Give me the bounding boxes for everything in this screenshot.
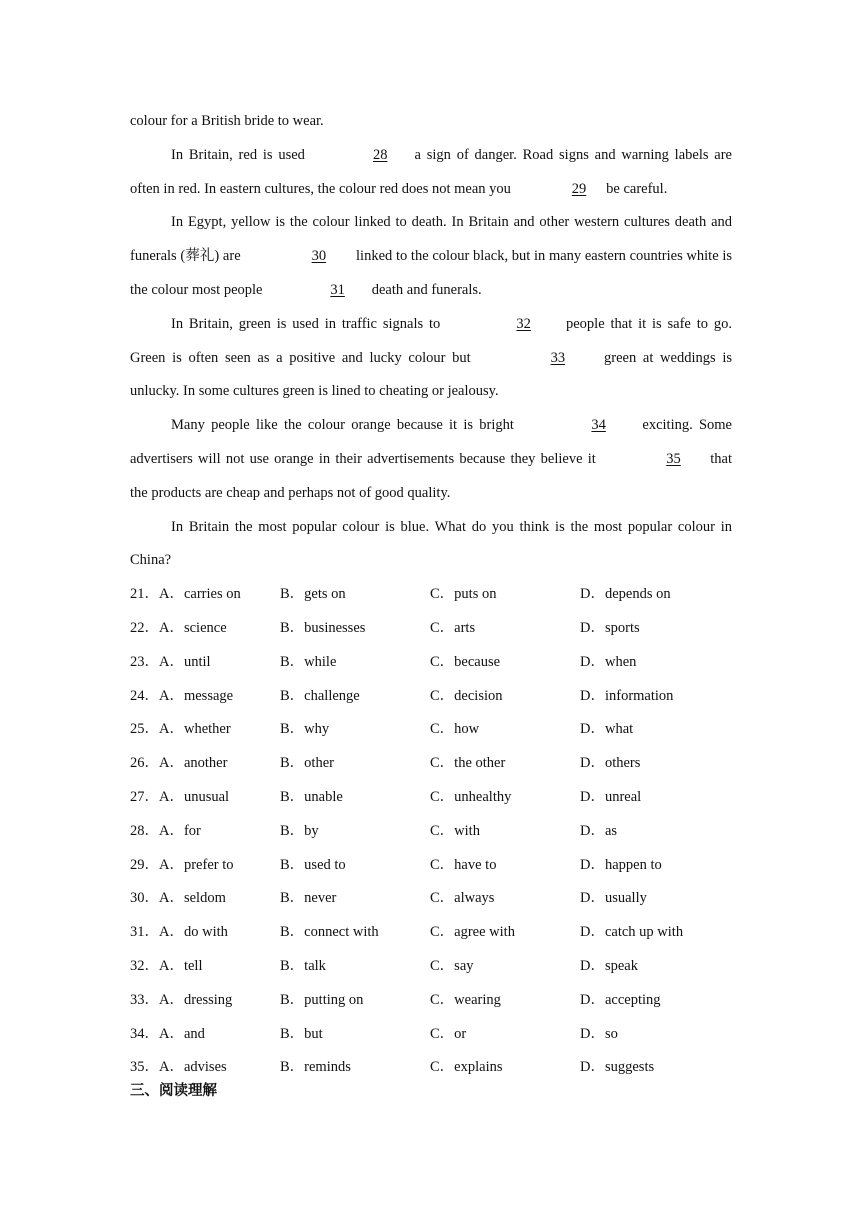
answer-option <box>430 747 580 781</box>
answer-blank: 33 <box>550 349 566 366</box>
answer-option <box>430 882 580 916</box>
option-text: C．with <box>430 822 480 839</box>
answer-option <box>280 950 430 984</box>
question-row <box>130 578 732 612</box>
option-text: A．unusual <box>159 788 230 805</box>
answer-option <box>580 646 730 680</box>
option-text: D．usually <box>580 890 647 907</box>
question-number: 32． <box>130 957 159 974</box>
option-text: D．suggests <box>580 1059 655 1076</box>
answer-option <box>580 1018 730 1052</box>
option-text: D．speak <box>580 957 638 974</box>
option-text: D．accepting <box>580 991 661 1008</box>
option-text: D．depends on <box>580 586 671 603</box>
answer-option <box>130 849 280 883</box>
passage-text: linked to the colour black, but in many eastern countries white is the colour most people <box>130 248 733 298</box>
question-number: 34． <box>130 1025 159 1042</box>
answer-option <box>430 950 580 984</box>
question-number: 35． <box>130 1059 159 1076</box>
option-text: D．when <box>580 653 637 670</box>
question-number: 29． <box>130 856 159 873</box>
question-row <box>130 950 732 984</box>
passage-text: green at weddings is unlucky. In some cultures green is lined to cheating or jealousy. <box>130 349 732 400</box>
option-text: B．talk <box>280 957 326 974</box>
option-text: B．businesses <box>280 619 366 636</box>
answer-blank: 29 <box>571 180 587 197</box>
answer-option <box>580 950 730 984</box>
question-row <box>130 680 732 714</box>
option-text: D．others <box>580 755 641 772</box>
option-text: A．for <box>159 822 201 839</box>
question-number: 25． <box>130 721 159 738</box>
question-row <box>130 781 732 815</box>
option-text: C．agree with <box>430 924 515 941</box>
answer-option <box>130 646 280 680</box>
question-row <box>130 984 732 1018</box>
answer-option <box>580 680 730 714</box>
option-text: B．while <box>280 653 337 670</box>
question-number: 26． <box>130 755 159 772</box>
question-row <box>130 916 732 950</box>
answer-option <box>130 781 280 815</box>
passage-text: In Britain, green is used in traffic signals to <box>171 315 447 332</box>
answer-blank: 32 <box>516 315 531 332</box>
answer-option <box>430 815 580 849</box>
option-text: C．always <box>430 890 495 907</box>
question-row <box>130 882 732 916</box>
passage-text: Many people like the colour orange because it is bright <box>171 417 521 434</box>
option-text: A．message <box>159 687 234 704</box>
answer-option <box>280 612 430 646</box>
passage-paragraph <box>130 105 732 139</box>
answer-option <box>580 781 730 815</box>
answer-option <box>430 849 580 883</box>
answer-option <box>580 612 730 646</box>
option-text: A．seldom <box>159 890 226 907</box>
option-text: B．unable <box>280 788 343 805</box>
question-number: 30． <box>130 890 159 907</box>
answer-option <box>580 984 730 1018</box>
option-text: D．what <box>580 721 634 738</box>
option-text: A．prefer to <box>159 856 234 873</box>
passage-paragraph <box>130 308 732 409</box>
document-page <box>130 105 732 1103</box>
passage-text: people that it is safe to go. Green is often seen as a positive and lucky colour but <box>130 315 732 366</box>
answer-blank: 28 <box>372 146 388 163</box>
question-row <box>130 1018 732 1052</box>
answer-option <box>580 578 730 612</box>
passage-paragraph <box>130 206 732 307</box>
option-text: A．dressing <box>159 991 233 1008</box>
answer-option <box>280 849 430 883</box>
option-text: C．explains <box>430 1059 503 1076</box>
option-text: C．have to <box>430 856 497 873</box>
answer-option <box>430 1051 580 1085</box>
option-text: D．so <box>580 1025 618 1042</box>
option-text: A．another <box>159 755 228 772</box>
option-text: A．and <box>159 1025 205 1042</box>
option-text: D．catch up with <box>580 924 684 941</box>
answer-option <box>430 984 580 1018</box>
question-row <box>130 1051 732 1085</box>
question-number: 33． <box>130 991 159 1008</box>
question-row <box>130 713 732 747</box>
option-text: A．whether <box>159 721 231 738</box>
answer-option <box>430 578 580 612</box>
option-text: A．tell <box>159 957 203 974</box>
section-heading: 三、阅读理解 <box>130 1083 217 1100</box>
answer-option <box>280 680 430 714</box>
option-text: C．wearing <box>430 991 501 1008</box>
passage-paragraph <box>130 409 732 510</box>
answer-option <box>130 612 280 646</box>
option-text: B．other <box>280 755 334 772</box>
answer-option <box>430 1018 580 1052</box>
answer-option <box>130 713 280 747</box>
option-text: C．unhealthy <box>430 788 512 805</box>
answer-option <box>580 815 730 849</box>
answer-option <box>280 882 430 916</box>
question-number: 28． <box>130 822 159 839</box>
answer-option <box>580 1051 730 1085</box>
passage-text: that the products are cheap and perhaps not of good quality. <box>130 450 733 501</box>
answer-blank: 30 <box>311 248 327 265</box>
answer-option <box>130 916 280 950</box>
question-row <box>130 612 732 646</box>
option-text: B．why <box>280 721 330 738</box>
question-number: 23． <box>130 653 159 670</box>
answer-blank: 34 <box>591 417 606 434</box>
answer-option <box>280 747 430 781</box>
passage-text: In Britain the most popular colour is blue. What do you think is the most popular colour in China? <box>130 518 732 569</box>
passage-paragraph <box>130 511 732 579</box>
answer-option <box>280 815 430 849</box>
answer-option <box>430 781 580 815</box>
question-number: 21． <box>130 586 159 603</box>
option-text: C．the other <box>430 755 506 772</box>
option-text: B．used to <box>280 856 346 873</box>
answer-option <box>430 612 580 646</box>
answer-blank: 35 <box>666 450 681 467</box>
answer-option <box>280 578 430 612</box>
question-list <box>130 578 732 1085</box>
answer-option <box>130 815 280 849</box>
option-text: B．never <box>280 890 337 907</box>
answer-option <box>130 578 280 612</box>
answer-option <box>280 1018 430 1052</box>
question-row <box>130 747 732 781</box>
question-number: 27． <box>130 788 159 805</box>
answer-option <box>130 882 280 916</box>
option-text: C．say <box>430 957 474 974</box>
passage-text: exciting. Some advertisers will not use orange in their advertisements because they believe it <box>130 417 732 467</box>
option-text: B．reminds <box>280 1059 351 1076</box>
answer-option <box>280 984 430 1018</box>
passage-text: In Egypt, yellow is the colour linked to death. In Britain and other western cultures death and funerals (葬礼) are <box>130 214 732 265</box>
answer-option <box>430 646 580 680</box>
option-text: D．happen to <box>580 856 662 873</box>
passage-paragraph <box>130 139 732 207</box>
option-text: B．but <box>280 1025 323 1042</box>
option-text: A．until <box>159 653 211 670</box>
option-text: A．carries on <box>159 586 241 603</box>
passage-text: be careful. <box>602 180 668 197</box>
passage-text: colour for a British bride to wear. <box>130 113 324 129</box>
answer-option <box>280 713 430 747</box>
answer-option <box>280 646 430 680</box>
answer-option <box>130 984 280 1018</box>
answer-blank: 31 <box>330 281 345 298</box>
answer-option <box>580 882 730 916</box>
option-text: B．challenge <box>280 687 360 704</box>
option-text: D．sports <box>580 619 640 636</box>
question-number: 22． <box>130 619 159 636</box>
option-text: C．because <box>430 653 501 670</box>
option-text: C．decision <box>430 687 503 704</box>
option-text: C．how <box>430 721 480 738</box>
answer-option <box>580 713 730 747</box>
answer-option <box>430 916 580 950</box>
option-text: B．connect with <box>280 924 379 941</box>
answer-option <box>580 916 730 950</box>
answer-option <box>280 1051 430 1085</box>
answer-option <box>580 849 730 883</box>
passage <box>130 105 732 578</box>
passage-text: a sign of danger. Road signs and warning labels are often in red. In eastern cultures, the colour red does not mean you <box>130 146 732 197</box>
answer-option <box>130 950 280 984</box>
question-row <box>130 849 732 883</box>
answer-option <box>130 747 280 781</box>
question-row <box>130 646 732 680</box>
option-text: C．arts <box>430 619 476 636</box>
answer-option <box>580 747 730 781</box>
passage-text: death and funerals. <box>368 281 482 298</box>
option-text: D．information <box>580 687 674 704</box>
option-text: C．or <box>430 1025 467 1042</box>
answer-option <box>130 680 280 714</box>
question-number: 24． <box>130 687 159 704</box>
option-text: D．unreal <box>580 788 642 805</box>
option-text: B．gets on <box>280 586 346 603</box>
answer-option <box>130 1018 280 1052</box>
answer-option <box>430 713 580 747</box>
option-text: A．do with <box>159 924 228 941</box>
answer-option <box>280 781 430 815</box>
option-text: A．science <box>159 619 227 636</box>
passage-text: In Britain, red is used <box>171 146 311 163</box>
option-text: D．as <box>580 822 618 839</box>
option-text: B．by <box>280 822 319 839</box>
option-text: C．puts on <box>430 586 497 603</box>
option-text: B．putting on <box>280 991 364 1008</box>
answer-option <box>280 916 430 950</box>
question-row <box>130 815 732 849</box>
question-number: 31． <box>130 924 159 941</box>
answer-option <box>430 680 580 714</box>
option-text: A．advises <box>159 1059 227 1076</box>
